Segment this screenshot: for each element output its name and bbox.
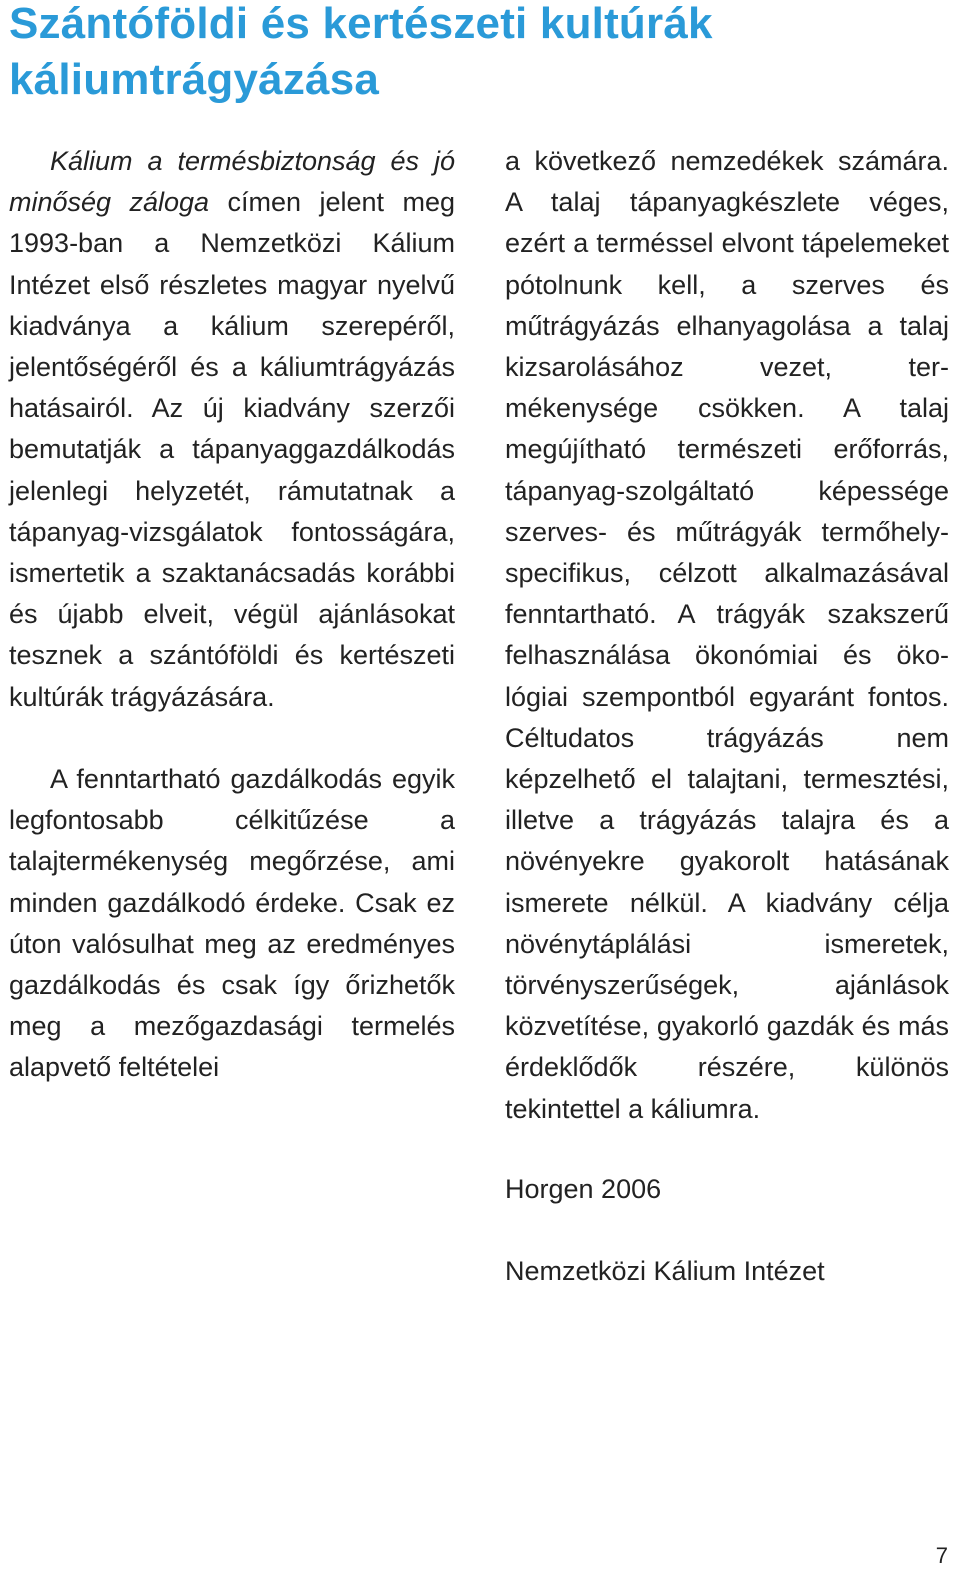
page-title-line-2: káliumtrágyázása xyxy=(9,55,380,104)
signature-organization: Nemzetközi Kálium Intézet xyxy=(505,1256,825,1286)
page-title xyxy=(9,0,949,108)
publication-title-reference: Kálium a termésbiztonság és jó minőség záloga xyxy=(9,146,455,218)
sustainability-paragraph: A fenntartható gazdálkodás egyik legfontosabb célkitűzése a talajtermékenység megőrzése, ami minden gazdálkodó érdeke. Csak ez úton valósulhat meg az eredményes gazdálkodás és csak így őrizhetők meg a mezőgazdasági termelés alapvető feltételei xyxy=(9,764,455,1083)
left-column xyxy=(9,141,455,1089)
page-number: 7 xyxy=(935,1543,948,1568)
intro-paragraph-text: címen jelent meg 1993-ban a Nemzetközi Kálium Intézet első részletes magyar nyelvű kiadványa a kálium szerepéről, jelentőségéről és a káliumtrágyázás hatásairól. Az új kiadvány szerzői bemutatják a tápanyaggazdálkodás jelenlegi helyzetét, rámutatnak a tápanyag-vizsgálatok fontosságára, ismertetik a szaktanácsadás korábbi és újabb elveit, végül ajánlásokat tesznek a szántóföldi és kertészeti kultúrák trágyázására. xyxy=(9,187,455,712)
signature-place-date: Horgen 2006 xyxy=(505,1174,662,1204)
page-title-line-1: Szántóföldi és kertészeti kultúrák xyxy=(9,0,713,48)
continuation-paragraph: a következő nemzedékek számára. A talaj tápanyagkészlete véges, ezért a terméssel elvont tápelemeket pótolnunk kell, a szerves és műtrágyázás elhanyagolása a talaj kizsarolásához vezet, termékenysége csökken. A talaj megújítható természeti erőforrás, tápanyag-szolgáltató képessége szerves- és műtrágyák termőhelyspecifikus, célzott alkalmazásával fenntartható. A trágyák szakszerű felhasználása ökonómiai és ökológiai szempontból egyaránt fontos. Céltudatos trágyázás nem képzelhető el talajtani, termesztési, illetve a trágyázás talajra és a növényekre gyakorolt hatásának ismerete nélkül. A kiadvány célja növénytáplálási ismeretek, törvényszerűségek, ajánlások közvetítése, gyakorló gazdák és más érdeklődők részére, különös tekintettel a káliumra. xyxy=(505,146,949,1124)
right-column xyxy=(505,141,949,1130)
intro-paragraph xyxy=(9,141,455,718)
